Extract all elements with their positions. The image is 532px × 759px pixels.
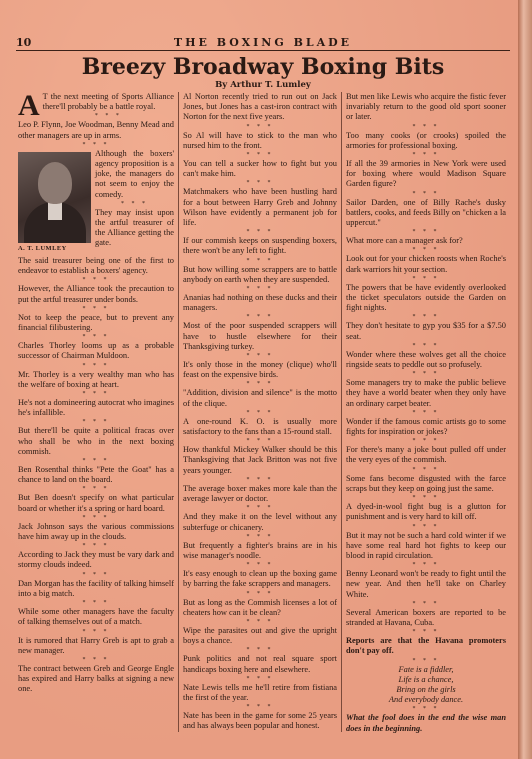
separator: * * *	[246, 286, 274, 293]
paragraph: So Al will have to stick to the man who nursed him to the front.	[183, 130, 337, 150]
separator: * * *	[246, 314, 274, 321]
paragraph: The powers that be have evidently overlooked the ticket speculators outside the Garden on fight nights.	[346, 282, 506, 313]
paragraph: Ben Rosenthal thinks "Pete the Goat" has a chance to land on the board.	[18, 465, 174, 485]
paragraph: He's not a domineering autocrat who imagines he's infallible.	[18, 398, 174, 418]
separator: * * *	[94, 113, 122, 120]
separator: * * *	[82, 600, 110, 607]
separator: * * *	[82, 305, 110, 312]
photo-caption: A. T. LUMLEY	[18, 244, 67, 252]
separator: * * *	[412, 438, 440, 445]
separator: * * *	[412, 629, 440, 636]
paragraph: For there's many a joke bout pulled off under the very eyes of the commish.	[346, 445, 506, 465]
separator: * * *	[412, 190, 440, 197]
page-header	[16, 36, 510, 50]
paragraph: Wonder if the famous comic artists go to some fights for inspiration or jokes?	[346, 416, 506, 437]
separator: * * *	[82, 514, 110, 521]
column-2	[183, 92, 337, 742]
separator: * * *	[412, 409, 440, 416]
column-divider	[178, 92, 179, 732]
paragraph: Mr. Thorley is a very wealthy man who has the welfare of boxing at heart.	[18, 369, 174, 389]
separator: * * *	[246, 381, 274, 388]
article-title: Breezy Broadway Boxing Bits	[81, 54, 445, 80]
separator: * * *	[246, 123, 274, 130]
paragraph: The contract between Greb and George Engle has expired and Harry balks at signing a new one.	[18, 663, 174, 694]
separator: * * *	[246, 353, 274, 360]
paragraph: If all the 39 armories in New York were used for boxing where would Madison Square Garden figure?	[346, 159, 506, 189]
intro-paragraph: A T the next meeting of Sports Alliance there'll probably be a battle royal.	[18, 92, 174, 122]
paragraph: But men like Lewis who acquire the fistic fever invariably return to the good old sport sooner or later.	[346, 92, 506, 122]
separator: * * *	[82, 543, 110, 550]
paragraph: How thankful Mickey Walker should be this Thanksgiving that Jack Britton was not five years younger.	[183, 445, 337, 475]
separator: * * *	[82, 141, 110, 148]
separator: * * *	[82, 656, 110, 663]
separator: * * *	[246, 533, 274, 540]
paragraph: Matchmakers who have been hustling hard for a bout between Harry Greb and Johnny Wilson have evidently a permanent job for life.	[183, 187, 337, 228]
separator: * * *	[412, 152, 440, 159]
paragraph: Wonder where these wolves get all the choice ringside seats to peddle out so profusely.	[346, 349, 506, 370]
paragraph: "Addition, division and silence" is the motto of the clique.	[183, 388, 337, 408]
paragraph: Al Norton recently tried to run out on Jack Jones, but Jones has a cast-iron contract with Norton for the next five years.	[183, 92, 337, 122]
separator: * * *	[246, 476, 274, 483]
paragraph: Most of the poor suspended scrappers will have to hustle elsewhere for their Thanksgiving turkey.	[183, 321, 337, 351]
paragraph: But Ben doesn't specify on what particular board or whether it's a spring or hard board.	[18, 493, 174, 513]
separator: * * *	[246, 438, 274, 445]
paragraph: Wipe the parasites out and give the upright boys a chance.	[183, 625, 337, 646]
separator: * * *	[412, 562, 440, 569]
paragraph: Benny Leonard won't be ready to fight until the new year. And then he'll take on Charley White.	[346, 569, 506, 599]
separator: * * *	[121, 200, 148, 207]
paragraph: It's only those in the money (clique) who'll feast on the expensive birds.	[183, 360, 337, 380]
paragraph: You can tell a sucker how to fight but you can't make him.	[183, 159, 337, 179]
separator: * * *	[412, 342, 440, 349]
paragraph: But as long as the Commish licenses a lot of cheaters how can it be clean?	[183, 597, 337, 617]
verse-line: Life is a chance,	[398, 674, 454, 684]
column-3	[346, 92, 506, 742]
verse-line: Bring on the girls	[396, 684, 456, 694]
separator: * * *	[246, 257, 274, 264]
paragraph: However, the Alliance took the precaution to put the artful treasurer under bonds.	[18, 284, 174, 304]
paragraph: Sailor Darden, one of Billy Rache's dusky battlers, cooks, and feeds Billy on "chicken a la uppercut."	[346, 197, 506, 228]
separator: * * *	[246, 618, 274, 625]
separator: * * *	[246, 704, 274, 711]
paragraph: Nate has been in the game for some 25 years and has always been popular and honest.	[183, 711, 337, 731]
separator: * * *	[412, 495, 440, 502]
separator: * * *	[246, 229, 274, 236]
separator: * * *	[82, 571, 110, 578]
paragraph: Charles Thorley looms up as a probable successor of Chairman Muldoon.	[18, 341, 174, 361]
paragraph: Not to keep the peace, but to prevent any financial filibustering.	[18, 312, 174, 333]
paragraph: But how willing some scrappers are to battle anybody on earth when they are suspended.	[183, 264, 337, 284]
separator: * * *	[412, 523, 440, 530]
separator: * * *	[246, 152, 274, 159]
paragraph: It is rumored that Harry Greb is apt to grab a new manager.	[18, 635, 174, 655]
separator: * * *	[412, 706, 440, 713]
header-rule	[16, 50, 510, 51]
separator: * * *	[246, 409, 274, 416]
separator: * * *	[412, 314, 440, 321]
separator: * * *	[246, 180, 274, 187]
portrait-image	[18, 152, 91, 243]
paragraph: But it may not be such a hard cold winter if we have some real hard hot fights to keep our blood in rapid circulation.	[346, 530, 506, 560]
separator: * * *	[246, 562, 274, 569]
paragraph: Punk politics and not real square sport handicaps boxing here and elsewhere.	[183, 654, 337, 674]
closing-quote: What the fool does in the end the wise man does in the beginning.	[346, 713, 506, 733]
separator: * * *	[412, 600, 440, 607]
separator: * * *	[412, 275, 440, 282]
paragraph: But frequently a fighter's brains are in his wise manager's noodle.	[183, 540, 337, 560]
paragraph: Although the boxers' agency proposition is a joke, the managers do not seem to enjoy the comedy.	[95, 148, 174, 199]
paragraph: Dan Morgan has the facility of talking himself into a big match.	[18, 578, 174, 598]
paragraph: Leo P. Flynn, Joe Woodman, Benny Mead and other managers are up in arms.	[18, 120, 174, 140]
separator: * * *	[412, 123, 440, 130]
drop-cap: A	[18, 92, 40, 122]
column-1	[18, 92, 174, 742]
article-byline: By Arthur T. Lumley	[215, 80, 311, 90]
separator: * * *	[82, 628, 110, 635]
binding-edge	[518, 0, 532, 759]
separator: * * *	[246, 505, 274, 512]
separator: * * *	[246, 647, 274, 654]
paragraph: While some other managers have the faculty of talking themselves out of a match.	[18, 607, 174, 627]
paragraph: If our commish keeps on suspending boxers, there won't be any left to fight.	[183, 236, 337, 256]
paragraph: Too many cooks (or crooks) spoiled the armories for professional boxing.	[346, 130, 506, 150]
paragraph: A one-round K. O. is usually more satisfactory to the fans than a 15-round stall.	[183, 416, 337, 437]
paragraph: Some managers try to make the public believe they have a world beater when they only have an ordinary carpet beater.	[346, 378, 506, 408]
paragraph: What more can a manager ask for?	[346, 236, 463, 246]
paragraph: But there'll be quite a political fracas over who shall be who in the next boxing commish.	[18, 426, 174, 456]
paragraph: Look out for your chicken roosts when Roche's dark warriors hit your section.	[346, 254, 506, 274]
paragraph: Jack Johnson says the various commissions have him away up in the clouds.	[18, 521, 174, 542]
paragraph: A dyed-in-wool fight bug is a glutton for punishment and is very hard to kill off.	[346, 502, 506, 522]
separator: * * *	[246, 675, 274, 682]
paragraph: The average boxer makes more kale than the average lawyer or doctor.	[183, 483, 337, 504]
verse-line: Fate is a fiddler,	[398, 664, 454, 674]
separator: * * *	[412, 247, 440, 254]
separator: * * *	[82, 277, 110, 284]
paragraph: Nate Lewis tells me he'll retire from fistiana the first of the year.	[183, 682, 337, 702]
paragraph: They don't hesitate to gyp you $35 for a $7.50 seat.	[346, 321, 506, 341]
separator: * * *	[82, 458, 110, 465]
separator: * * *	[246, 590, 274, 597]
paragraph: According to Jack they must be vary dark and stormy clouds indeed.	[18, 550, 174, 570]
separator: * * *	[412, 371, 440, 378]
column-divider	[341, 92, 342, 732]
author-photo	[18, 152, 91, 254]
paragraph: Ananias had nothing on these ducks and their managers.	[183, 293, 337, 313]
paragraph: Several American boxers are reported to be stranded at Havana, Cuba.	[346, 607, 506, 627]
paragraph: It's easy enough to clean up the boxing game by barring the fake scrappers and managers.	[183, 569, 337, 589]
verse-line: And everybody dance.	[388, 695, 464, 705]
separator: * * *	[82, 362, 110, 369]
paragraph: Some fans become disgusted with the farce scraps but they keep on going just the same.	[346, 473, 506, 493]
paragraph: The said treasurer being one of the first to endeavor to establish a boxers' agency.	[18, 256, 174, 276]
separator: * * *	[412, 466, 440, 473]
separator: * * *	[82, 419, 110, 426]
separator: * * *	[82, 486, 110, 493]
magazine-title: THE BOXING BLADE	[173, 36, 353, 49]
paragraph: They may insist upon the artful treasurer of the Alliance getting the gate.	[95, 207, 174, 248]
bold-paragraph: Reports are that the Havana promoters don't pay off.	[346, 636, 506, 656]
separator: * * *	[412, 229, 440, 236]
separator: * * *	[82, 391, 110, 398]
paragraph: And they make it on the level without any subterfuge or chicanery.	[183, 512, 337, 532]
page-number: 10	[16, 36, 32, 49]
separator: * * *	[412, 657, 440, 664]
separator: * * *	[82, 334, 110, 341]
